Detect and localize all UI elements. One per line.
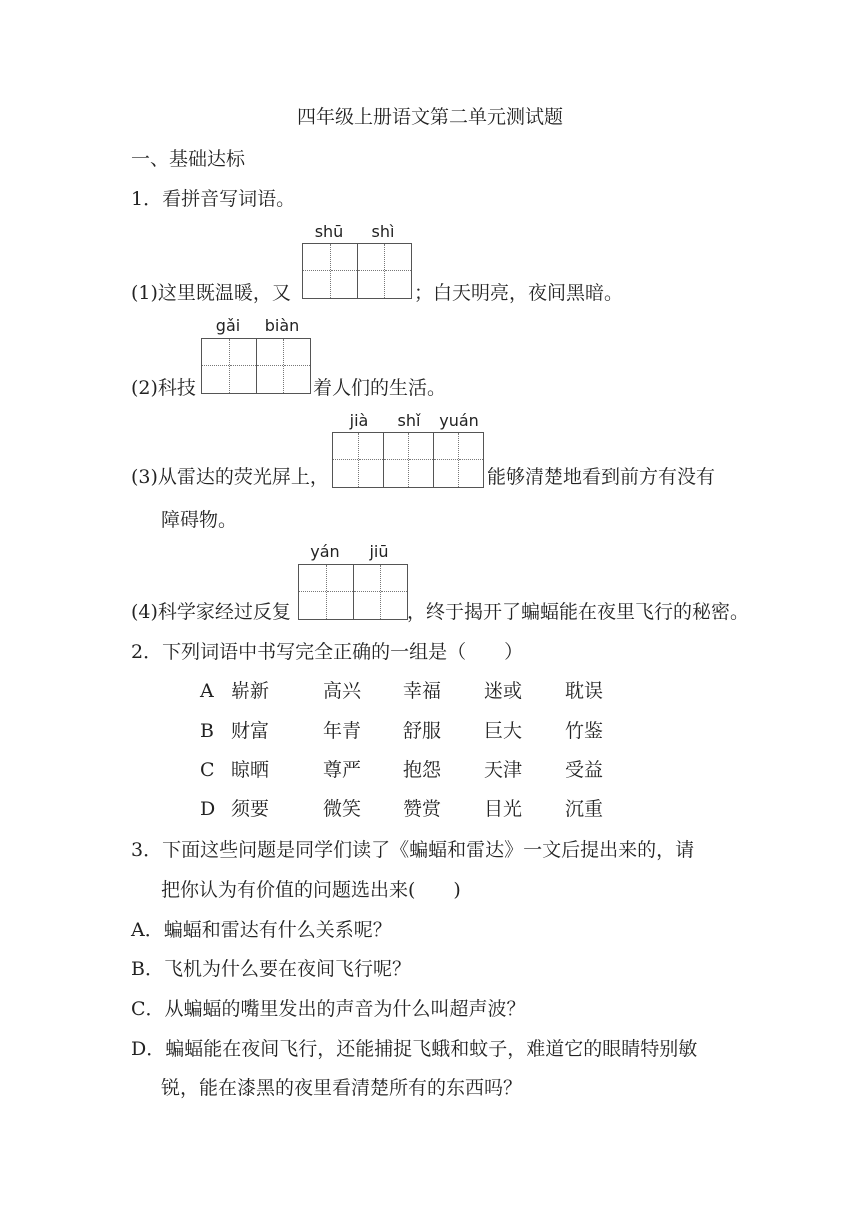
- page-title: 四年级上册语文第二单元测试题: [296, 106, 563, 128]
- option-word: 赞赏: [403, 798, 442, 820]
- answer-grid[interactable]: [302, 243, 412, 299]
- option-word: 巨大: [484, 720, 523, 742]
- choice-d[interactable]: D．蝙蝠能在夜间飞行，还能捕捉飞蛾和蚊子，难道它的眼睛特别敏: [131, 1038, 698, 1060]
- option-word: 年青: [323, 720, 362, 742]
- choice-a[interactable]: A．蝙蝠和雷达有什么关系呢？: [131, 919, 392, 941]
- question-1-item-2-after: 着人们的生活。: [313, 377, 447, 399]
- option-word: 抱怨: [403, 759, 442, 781]
- question-1-item-3-continued: 障碍物。: [161, 509, 238, 531]
- option-word: 崭新: [231, 680, 270, 702]
- option-word: 目光: [484, 798, 523, 820]
- choice-c[interactable]: C．从蝙蝠的嘴里发出的声音为什么叫超声波？: [131, 998, 526, 1020]
- option-letter: D: [200, 798, 216, 820]
- option-word: 须要: [231, 798, 270, 820]
- pinyin-label: jiū: [369, 542, 389, 561]
- question-1-item-2-before: (2)科技: [131, 377, 196, 399]
- option-word: 迷或: [484, 680, 523, 702]
- option-word: 天津: [484, 759, 523, 781]
- option-letter: B: [200, 720, 214, 742]
- question-2-stem: 2．下列词语中书写完全正确的一组是（ ）: [131, 641, 524, 663]
- section-heading: 一、基础达标: [131, 148, 246, 170]
- question-1-item-3-before: (3)从雷达的荧光屏上，: [131, 466, 329, 488]
- answer-grid[interactable]: [201, 338, 311, 394]
- pinyin-label: yuán: [439, 411, 479, 430]
- option-word: 耽误: [565, 680, 604, 702]
- pinyin-label: shǐ: [397, 411, 421, 430]
- option-word: 幸福: [403, 680, 442, 702]
- option-word: 晾晒: [231, 759, 270, 781]
- answer-grid[interactable]: [332, 432, 484, 488]
- choice-b[interactable]: B．飞机为什么要在夜间飞行呢？: [131, 958, 411, 980]
- option-letter: C: [200, 759, 215, 781]
- pinyin-label: gǎi: [215, 316, 241, 335]
- option-word: 舒服: [403, 720, 442, 742]
- pinyin-label: shì: [371, 222, 395, 241]
- question-1-item-1-before: (1)这里既温暖，又: [131, 282, 291, 304]
- option-word: 尊严: [323, 759, 362, 781]
- pinyin-label: jià: [349, 411, 369, 430]
- question-3-stem: 3．下面这些问题是同学们读了《蝙蝠和雷达》一文后提出来的，请: [131, 839, 695, 861]
- option-word: 沉重: [565, 798, 604, 820]
- option-letter: A: [200, 680, 214, 702]
- question-1-item-3-after: 能够清楚地看到前方有没有: [487, 466, 716, 488]
- pinyin-label: shū: [314, 222, 344, 241]
- pinyin-label: yán: [310, 542, 340, 561]
- question-3-stem-continued: 把你认为有价值的问题选出来( ): [161, 879, 461, 901]
- option-word: 微笑: [323, 798, 362, 820]
- option-word: 受益: [565, 759, 604, 781]
- option-word: 财富: [231, 720, 270, 742]
- question-1-item-4-after: ，终于揭开了蝙蝠能在夜里飞行的秘密。: [407, 601, 750, 623]
- question-1-stem: 1．看拼音写词语。: [131, 188, 296, 210]
- choice-d-continued: 锐，能在漆黑的夜里看清楚所有的东西吗？: [161, 1077, 523, 1099]
- question-1-item-4-before: (4)科学家经过反复: [131, 601, 291, 623]
- option-word: 竹鉴: [565, 720, 604, 742]
- answer-grid[interactable]: [298, 564, 408, 620]
- pinyin-label: biàn: [264, 316, 300, 335]
- question-1-item-1-after: ；白天明亮，夜间黑暗。: [414, 282, 624, 304]
- option-word: 高兴: [323, 680, 362, 702]
